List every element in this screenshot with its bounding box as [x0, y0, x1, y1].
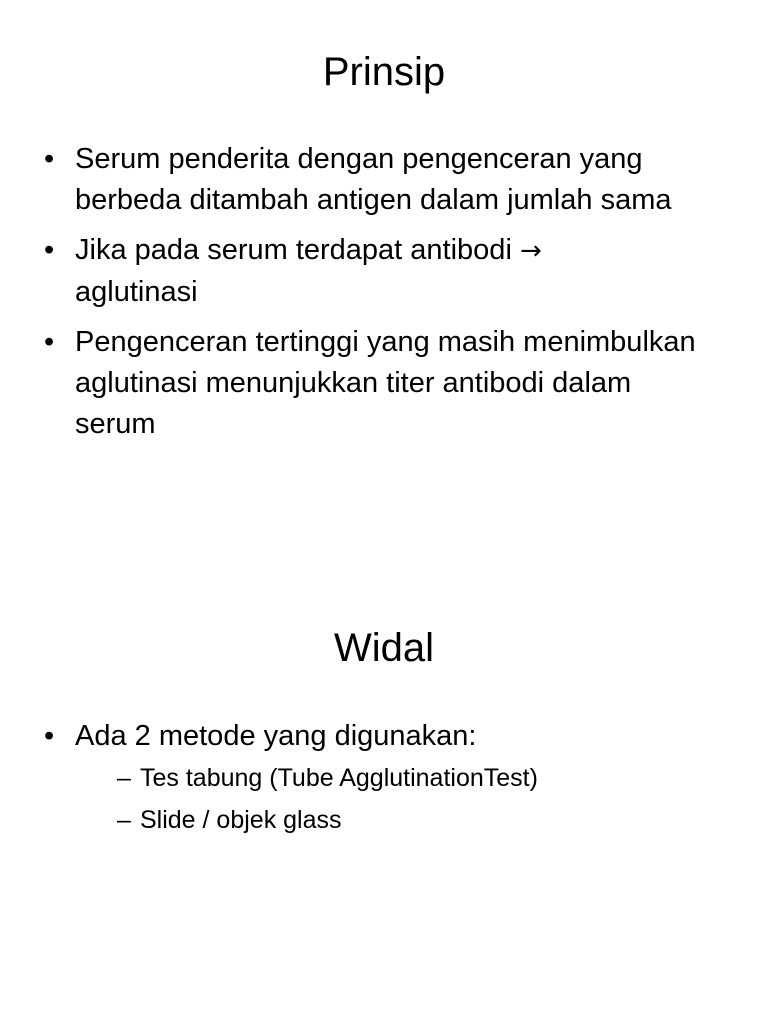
bullet-marker: •	[44, 720, 55, 752]
sub-bullet-item	[75, 757, 704, 799]
sub-bullet-text: Tes tabung (Tube AgglutinationTest)	[140, 764, 538, 792]
sub-bullet-list	[75, 757, 704, 841]
bullet-text-continued: aglutinasi	[75, 276, 198, 308]
sub-bullet-marker: –	[117, 806, 131, 834]
bullet-text: Pengenceran tertinggi yang masih menimbulkan aglutinasi menunjukkan titer antibodi dalam serum	[75, 326, 696, 440]
bullet-list	[44, 716, 704, 850]
bullet-text: Ada 2 metode yang digunakan:	[75, 720, 477, 752]
bullet-item	[44, 322, 704, 445]
bullet-item	[44, 230, 704, 313]
bullet-item	[44, 139, 704, 221]
slide-title: Widal	[333, 626, 435, 670]
slide-widal	[0, 576, 768, 1024]
right-arrow-icon: →	[519, 236, 542, 266]
sub-bullet-item	[75, 799, 704, 841]
bullet-marker: •	[44, 143, 55, 175]
bullet-item	[44, 716, 704, 841]
sub-bullet-marker: –	[117, 764, 131, 792]
bullet-text: Serum penderita dengan pengenceran yang berbeda ditambah antigen dalam jumlah sama	[75, 143, 672, 216]
bullet-list	[44, 139, 704, 454]
slide-title: Prinsip	[322, 50, 446, 94]
sub-bullet-text: Slide / objek glass	[140, 806, 342, 834]
bullet-marker: •	[44, 234, 55, 266]
bullet-text: Jika pada serum terdapat antibodi	[75, 234, 520, 266]
bullet-marker: •	[44, 326, 55, 358]
